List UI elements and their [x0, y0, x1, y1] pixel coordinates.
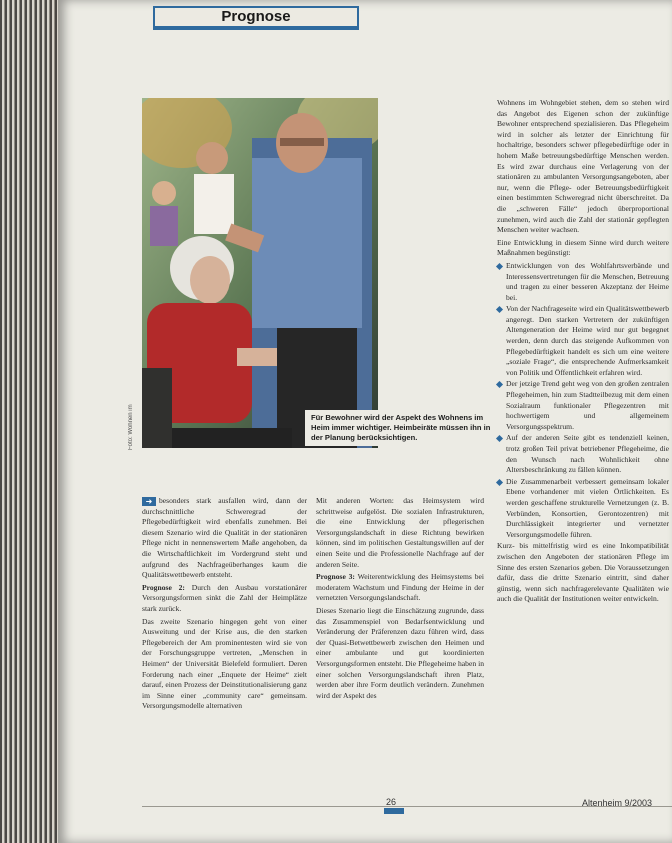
- section-title: Prognose: [153, 6, 359, 28]
- paragraph: Kurz- bis mittelfristig wird es eine Inkompatibilität zwischen den Angeboten der stationären Pflege im Sinne des ersten Szenarios geben. Die Voraussetzungen dafür, dass die dritte Szenario eintritt, sind daher günstig, wenn sich nachfragerelevante Qualitäten wie auch die Qualität der Institutionen weiter entwickeln.: [497, 541, 669, 604]
- issue-label: Altenheim 9/2003: [582, 798, 653, 808]
- list-item: Von der Nachfrageseite wird ein Qualitätswettbewerb angeregt. Den starken Vertretern der zukünftigen Altengeneration der Heime wird nur gut begegnet werden, denn durch das steigende Aufkommen von Pflegebedürftigkeit handelt es sich um eine weitere „soziale Frage“, die entsprechende Aufmerksamkeit von Politik und Öffentlichkeit erfahren wird.: [497, 304, 669, 378]
- paragraph: Prognose 2: Durch den Ausbau vorstationärer Versorgungsformen sinkt die Zahl der Heimplätze stark zurück.: [142, 582, 307, 613]
- photo-credit: Foto: Wohnen im: [128, 404, 134, 450]
- page-stack-edges: [0, 0, 60, 843]
- paragraph: ➜ besonders stark ausfallen wird, dann der durchschnittliche Schweregrad der Pflegebedürftigkeit wird ebenfalls zunehmen. Bei diesem Szenario wird die Qualität in der stationären Pflege nicht in nennenswertem Maße angehoben, da die Wirtschaftlichkeit im Vordergrund steht und aufgrund des Nachfrageüberhanges kaum die Qualitätswettbewerb entsteht.: [142, 496, 307, 580]
- page-number: 26: [386, 797, 397, 807]
- paragraph: Mit anderen Worten: das Heimsystem wird schrittweise aufgelöst. Die sozialen Infrastrukturen, die eine Entwicklung der pflegerischen Versorgungslandschaft in diese Richtung bewirken können, sind im politischen Gestaltungswillen auf der einen Seite und die Professionelle Nachfrage auf der anderen Seite.: [316, 496, 484, 569]
- paragraph: Prognose 3: Weiterentwicklung des Heimsystems bei moderatem Wachstum und Findung der Heime in der vernetzten Versorgungslandschaft.: [316, 572, 484, 603]
- paragraph: Wohnens im Wohngebiet stehen, dem so stehen wird das Angebot des Eigenen schon der zukünftige Bewohner entsprechend spezialisieren. Das Pflegeheim wird in solcher als letzter der Einrichtung für hochaltrige, besonders schwer pflegebedürftige oder in hohem Maße betreuungsbedürftige Menschen werden. Es wird zwar durchaus eine Verlagerung von der stationären zu ambulanten Versorgungsangeboten, aber nur, wenn die Pflege- oder Betreuungsbedürftigkeit einen bestimmten Schweregrad nicht überschreitet. Da die „schweren Fälle“ jedoch überproportional zunehmen, wird auch die Zahl der stationär gepflegten Menschen weiter wachsen.: [497, 98, 669, 235]
- paragraph: Dieses Szenario liegt die Einschätzung zugrunde, dass das Zusammenspiel von Bedarfsentwicklung und Veränderung der Präferenzen dazu führen wird, dass der Quasi-Betwettbewerb zwischen den Heimen und einer ambulante und gut koordinierten Versorgungsformen entsteht. Die Pflegeheime haben in einer solchen Versorgungslandschaft ihren Platz, werden aber ihre Form deutlich verändern. Zunehmen wird der Aspekt des: [316, 605, 484, 700]
- photo-caption: Für Bewohner wird der Aspekt des Wohnens im Heim immer wichtiger. Heimbeiräte müssen ihn in der Planung berücksichtigen.: [305, 410, 507, 446]
- prognosis-lead: Prognose 2:: [142, 582, 185, 592]
- list-item: Auf der anderen Seite gibt es tendenziell keinen, trotz großen Teil privat betriebener Pflegeheime, die den Wunsch nach Wohnlichkeit ohne Altersbeschränkung zu fällen können.: [497, 433, 669, 475]
- list-item: Die Zusammenarbeit verbessert gemeinsam lokaler Ebene vorhandener mit vielen Örtlichkeiten. Es werden geschaffene strukturelle Vernetzungen (z. B. Verbünden, Konsortien, Gerontozentren) mit Durchlässigkeit integrierter und vernetzter Versorgungsmodelle führen.: [497, 477, 669, 541]
- continuation-arrow-icon: ➜: [142, 497, 156, 506]
- photo-illustration: [142, 98, 378, 448]
- text-column-1: [142, 496, 307, 714]
- page-number-marker: [384, 808, 404, 814]
- bullet-list: [497, 261, 669, 540]
- paragraph: Das zweite Szenario hingegen geht von einer Ausweitung und der Krise aus, die den starken Pflegebereich der Am prominentesten wird sie von der Forschungsgruppe vertreten, „Menschen in Heimen“ der Universität Bielefeld formuliert. Deren Forderung nach einer „Enquete der Heime“ zielt darauf, einen Prozess der Deinstitutionalisierung ganz im Sinne einer „community care“ gemeinsam. Versorgungsmodelle alternativen: [142, 616, 307, 711]
- text-column-2: [316, 496, 484, 703]
- text-column-3: [497, 98, 669, 607]
- list-item: Entwicklungen von des Wohlfahrtsverbände und Interessensvertretungen für die Menschen, Betreuung und tragen zu einer besseren Akzeptanz der Heime bei.: [497, 261, 669, 303]
- list-item: Der jetzige Trend geht weg von den großen zentralen Pflegeheimen, hin zum Stadtteilbezug mit dem einen Sozialraum funktionaler Pflegezentren mit hochwertigem und allgemeinem Versorgungsspektrum.: [497, 379, 669, 432]
- prognosis-lead: Prognose 3:: [316, 572, 355, 582]
- photo-nursing-home-resident: [142, 98, 378, 448]
- paragraph: Eine Entwicklung in diesem Sinne wird durch weitere Maßnahmen begünstigt:: [497, 237, 669, 258]
- section-title-rule: [153, 27, 359, 30]
